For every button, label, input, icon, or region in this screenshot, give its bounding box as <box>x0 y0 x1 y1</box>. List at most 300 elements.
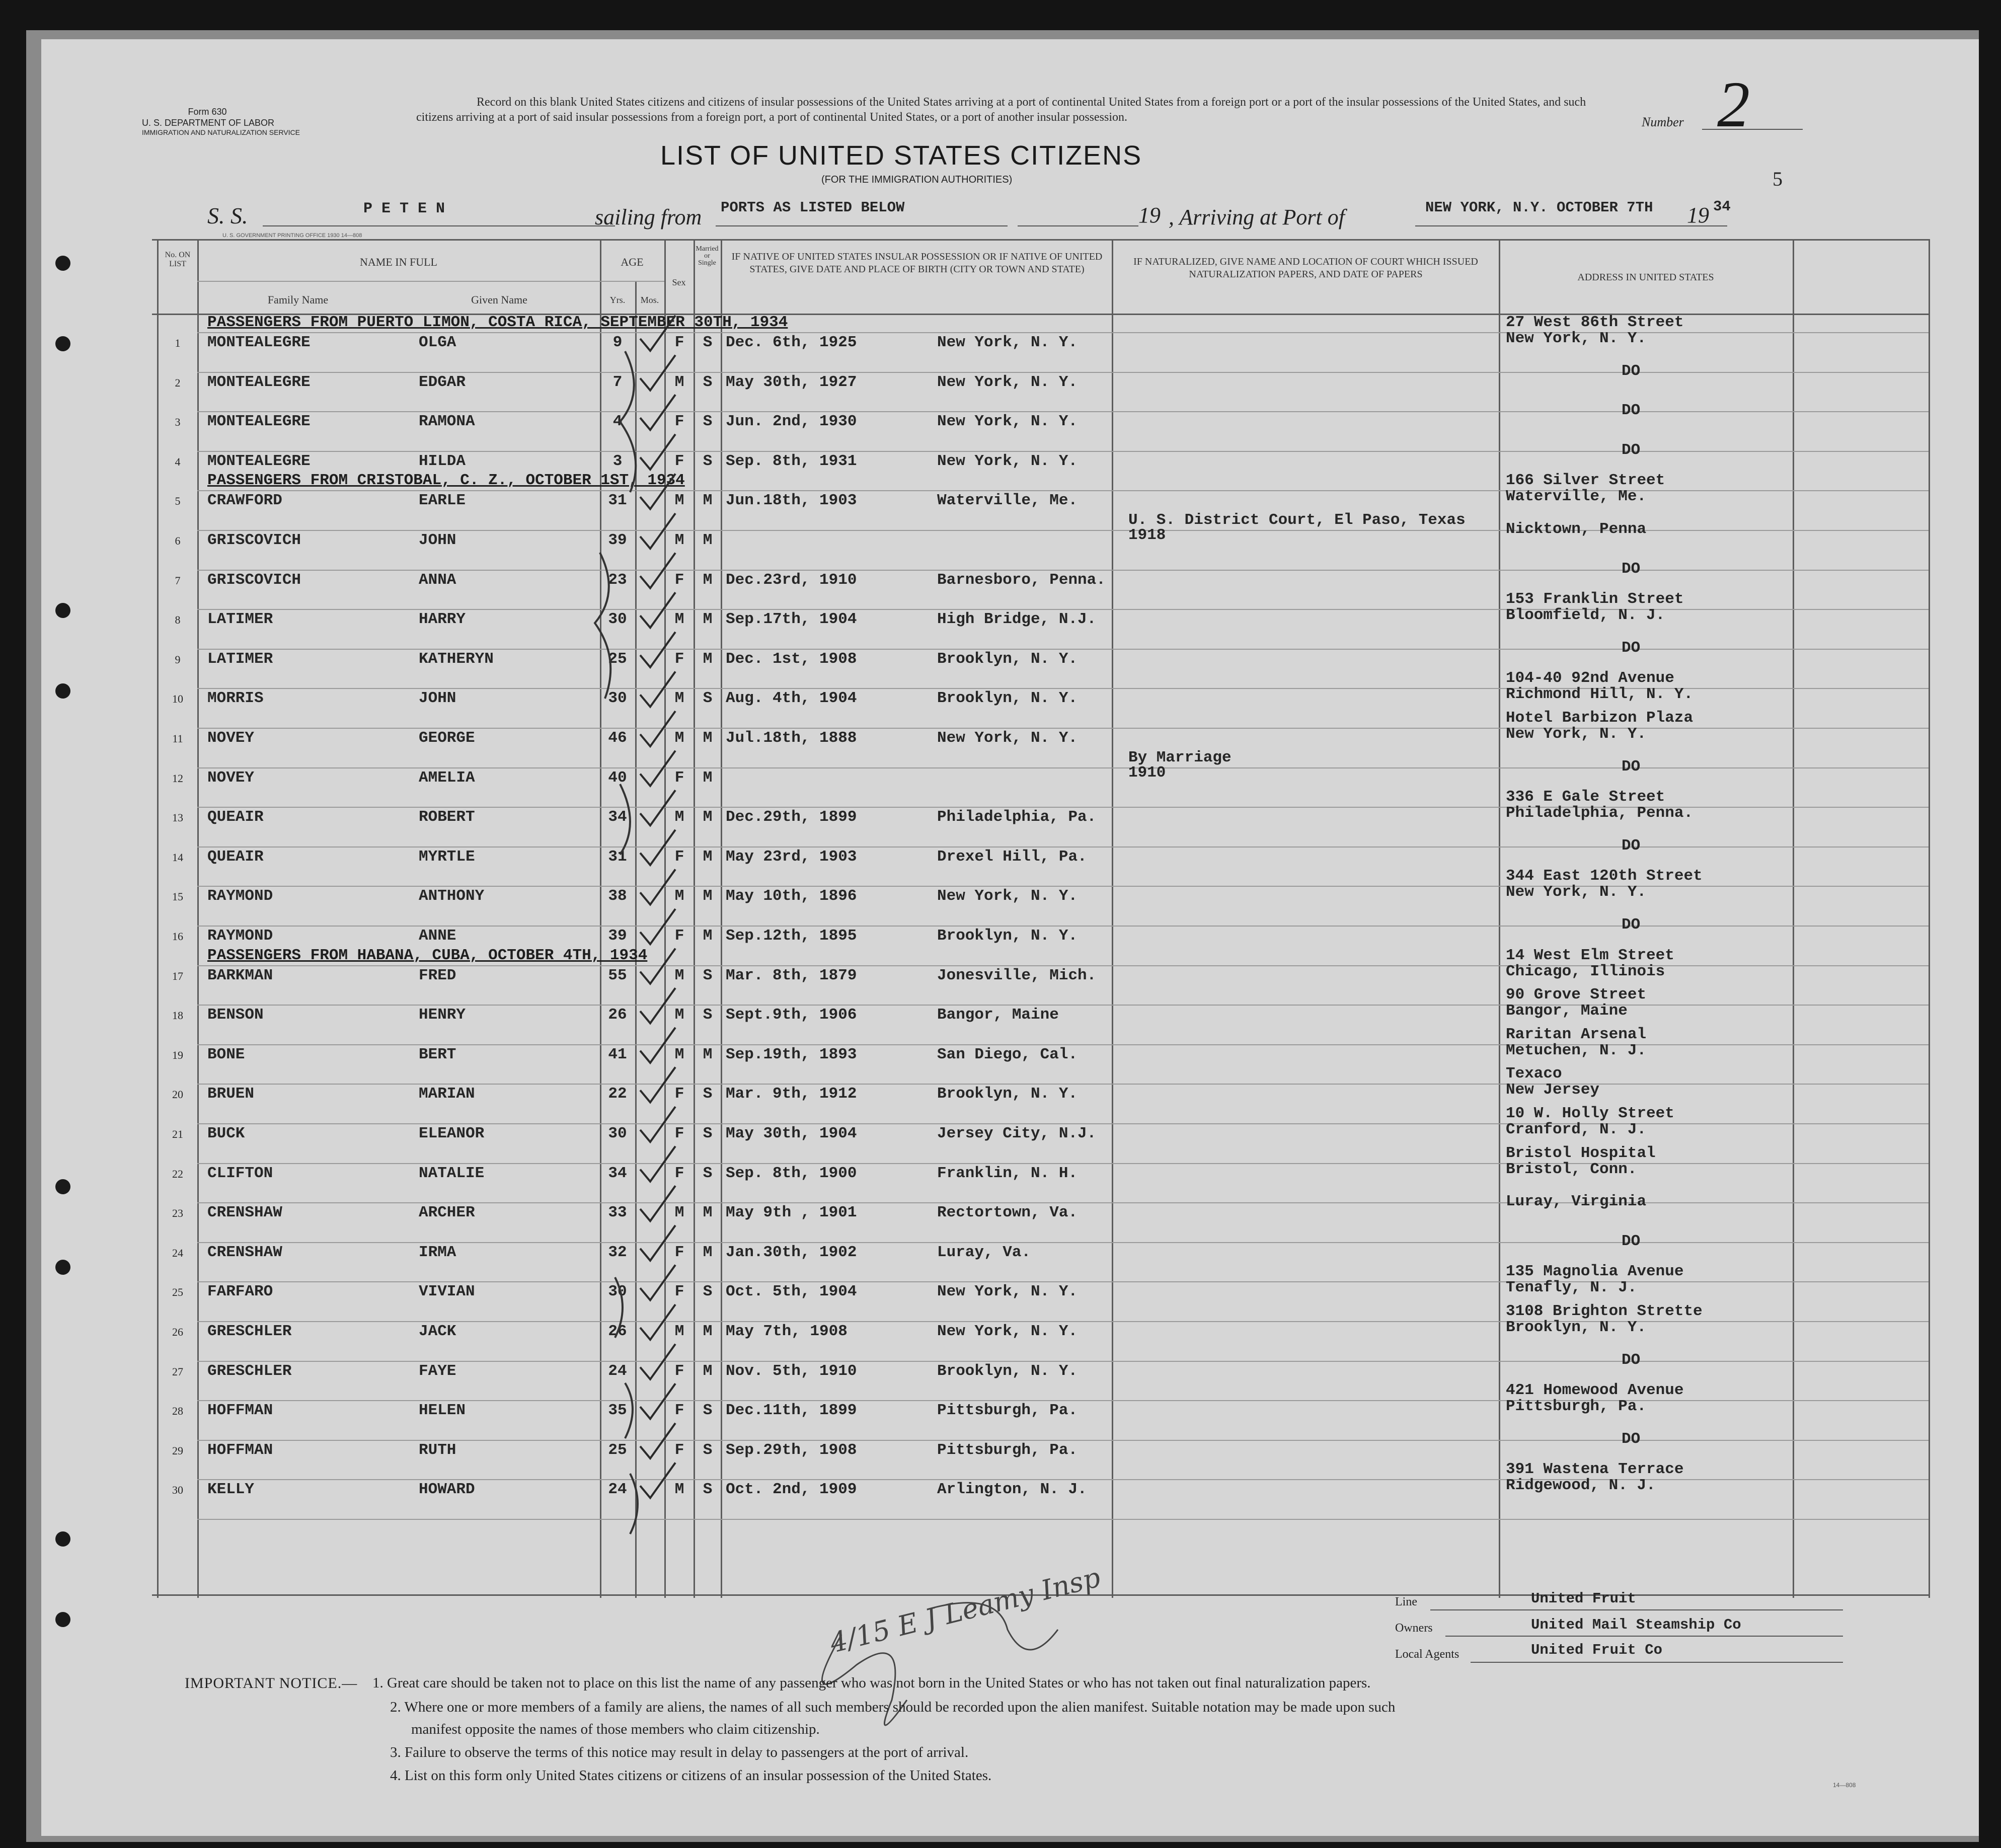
marital-status: M <box>703 808 713 826</box>
birth-place: New York, N. Y. <box>937 334 1078 351</box>
sex: F <box>674 650 684 668</box>
family-name: GRISCOVICH <box>207 571 301 589</box>
birth-place: Arlington, N. J. <box>937 1481 1087 1498</box>
given-name: ELEANOR <box>419 1125 485 1142</box>
birth-place: Brooklyn, N. Y. <box>937 1085 1078 1103</box>
number-value: 2 <box>1717 68 1750 141</box>
birth-date: Aug. 4th, 1904 <box>726 689 857 707</box>
age-years: 3 <box>612 452 623 470</box>
sailing-from: PORTS AS LISTED BELOW <box>721 199 905 216</box>
row-number: 7 <box>175 574 181 587</box>
age-years: 55 <box>608 967 627 984</box>
row-number: 13 <box>172 811 183 824</box>
address-line-2: DO <box>1622 837 1641 855</box>
notice-2: 2. Where one or more members of a family are aliens, the names of all such members should be recorded upon the alien manifest. Suitable notation may be made upon such <box>390 1699 1396 1715</box>
check-mark-icon <box>640 1028 675 1063</box>
marital-status: M <box>703 848 713 866</box>
given-name: ROBERT <box>419 808 475 826</box>
marital-status: S <box>703 413 713 430</box>
given-name: HOWARD <box>419 1481 475 1498</box>
row-number: 12 <box>172 772 183 785</box>
family-name: BARKMAN <box>207 967 273 984</box>
sex: F <box>674 1441 684 1459</box>
sex: F <box>674 1362 684 1380</box>
row-number: 11 <box>172 732 183 745</box>
birth-place: Pittsburgh, Pa. <box>937 1441 1078 1459</box>
family-name: GRISCOVICH <box>207 531 301 549</box>
check-mark-icon <box>640 988 675 1023</box>
row-number: 21 <box>172 1128 183 1140</box>
birth-date: Dec.11th, 1899 <box>726 1402 857 1419</box>
arrival-port: NEW YORK, N.Y. OCTOBER 7TH <box>1425 199 1653 216</box>
address-line-1: 104-40 92nd Avenue <box>1506 669 1674 687</box>
birth-place: New York, N. Y. <box>937 887 1078 905</box>
marital-status: M <box>703 729 713 747</box>
address-line-2: New York, N. Y. <box>1506 330 1647 347</box>
birth-date: May 7th, 1908 <box>726 1323 848 1340</box>
given-name: RAMONA <box>419 413 475 430</box>
family-bracket-icon <box>630 1474 638 1534</box>
service: IMMIGRATION AND NATURALIZATION SERVICE <box>142 128 300 136</box>
address-line-2: DO <box>1622 441 1641 459</box>
marital-status: S <box>703 1125 713 1142</box>
row-number: 10 <box>172 692 183 705</box>
sex: F <box>674 1402 684 1419</box>
sex: M <box>674 967 684 984</box>
given-name: FAYE <box>419 1362 456 1380</box>
address-line-1: 153 Franklin Street <box>1506 590 1684 608</box>
notice-title: IMPORTANT NOTICE.— <box>185 1675 358 1691</box>
given-name: HELEN <box>419 1402 466 1419</box>
check-mark-icon <box>640 711 675 746</box>
family-name: MONTEALEGRE <box>207 413 311 430</box>
marital-status: S <box>703 1481 713 1498</box>
address-line-2: Brooklyn, N. Y. <box>1506 1319 1647 1336</box>
row-number: 24 <box>172 1247 183 1259</box>
birth-place: Jonesville, Mich. <box>937 967 1097 984</box>
family-name: QUEAIR <box>207 848 264 866</box>
marital-status: S <box>703 1402 713 1419</box>
given-name: RUTH <box>419 1441 456 1459</box>
address-line-1: Raritan Arsenal <box>1506 1026 1647 1043</box>
sex: F <box>674 1244 684 1261</box>
birth-place: New York, N. Y. <box>937 373 1078 391</box>
address-line-2: DO <box>1622 362 1641 380</box>
notice-1: 1. Great care should be taken not to place on this list the name of any passenger who was not born in the United States or who has not taken out final naturalization papers. <box>372 1675 1371 1691</box>
age-years: 4 <box>612 413 623 430</box>
sex: M <box>674 373 684 391</box>
birth-date: Sep.17th, 1904 <box>726 610 857 628</box>
sex: M <box>674 531 684 549</box>
row-number: 26 <box>172 1326 183 1338</box>
marital-status: M <box>703 769 713 787</box>
header-mos: Mos. <box>640 295 659 305</box>
handwritten-marks <box>41 39 1979 1836</box>
address-line-2: DO <box>1622 758 1641 776</box>
marital-status: M <box>703 531 713 549</box>
given-name: OLGA <box>419 334 456 351</box>
given-name: ANNA <box>419 571 456 589</box>
year-suffix: 34 <box>1713 198 1731 215</box>
ship-name: P E T E N <box>363 200 445 217</box>
sex: M <box>674 1204 684 1221</box>
agents-value: United Fruit Co <box>1531 1642 1663 1658</box>
header-name: NAME IN FULL <box>360 256 437 268</box>
row-number: 16 <box>172 930 183 943</box>
family-name: NOVEY <box>207 729 255 747</box>
birth-date: May 30th, 1904 <box>726 1125 857 1142</box>
punch-hole <box>55 1531 70 1547</box>
birth-date: May 23rd, 1903 <box>726 848 857 866</box>
year-prefix-2: 19 <box>1687 203 1709 227</box>
given-name: JOHN <box>419 689 456 707</box>
marital-status: M <box>703 492 713 509</box>
family-bracket-icon <box>620 351 636 492</box>
check-mark-icon <box>640 949 675 984</box>
address-line-2: Cranford, N. J. <box>1506 1121 1647 1138</box>
owners-label: Owners <box>1395 1622 1433 1635</box>
birth-date: Dec. 1st, 1908 <box>726 650 857 668</box>
family-name: HOFFMAN <box>207 1402 273 1419</box>
given-name: VIVIAN <box>419 1283 475 1300</box>
sex: F <box>674 1125 684 1142</box>
check-mark-icon <box>640 395 675 430</box>
marital-status: M <box>703 1046 713 1063</box>
sex: F <box>674 848 684 866</box>
family-name: RAYMOND <box>207 927 273 945</box>
birth-place: Brooklyn, N. Y. <box>937 927 1078 945</box>
sex: F <box>674 927 684 945</box>
check-mark-icon <box>640 1067 675 1102</box>
age-years: 35 <box>608 1402 627 1419</box>
family-bracket-icon <box>625 1383 633 1438</box>
check-mark-icon <box>640 513 675 549</box>
address-line-2: Nicktown, Penna <box>1506 520 1647 538</box>
age-years: 34 <box>608 808 627 826</box>
row-number: 23 <box>172 1207 183 1219</box>
family-name: CRENSHAW <box>207 1244 282 1261</box>
address-line-2: Richmond Hill, N. Y. <box>1506 685 1694 703</box>
sex: M <box>674 610 684 628</box>
owners-underline <box>1445 1636 1843 1637</box>
address-line-1: 421 Homewood Avenue <box>1506 1381 1684 1399</box>
header-yrs: Yrs. <box>609 295 626 305</box>
given-name: BERT <box>419 1046 456 1063</box>
age-years: 26 <box>608 1006 627 1024</box>
family-bracket-icon <box>615 1277 623 1338</box>
address-line-2: Waterville, Me. <box>1506 488 1647 505</box>
birth-date: Sep.19th, 1893 <box>726 1046 857 1063</box>
notice-3: 3. Failure to observe the terms of this notice may result in delay to passengers at the port of arrival. <box>390 1744 969 1760</box>
birth-date: Mar. 9th, 1912 <box>726 1085 857 1103</box>
given-name: GEORGE <box>419 729 475 747</box>
marital-status: M <box>703 927 713 945</box>
birth-place: San Diego, Cal. <box>937 1046 1078 1063</box>
header-birth: IF NATIVE OF UNITED STATES INSULAR POSSESSION OR IF NATIVE OF UNITED STATES, GIVE DATE AND PLACE OF BIRTH (CITY OR TOWN AND STATE) <box>731 251 1103 275</box>
address-line-2: Pittsburgh, Pa. <box>1506 1398 1647 1415</box>
address-line-1: 135 Magnolia Avenue <box>1506 1263 1684 1280</box>
birth-place: Drexel Hill, Pa. <box>937 848 1087 866</box>
check-mark-icon <box>640 1146 675 1182</box>
address-line-2: DO <box>1622 639 1641 657</box>
year-prefix: 19 <box>1138 203 1161 227</box>
header-given: Given Name <box>471 293 527 306</box>
address-line-2: DO <box>1622 1351 1641 1369</box>
row-number: 28 <box>172 1405 183 1417</box>
line-label: Line <box>1395 1595 1417 1608</box>
birth-place: High Bridge, N.J. <box>937 610 1097 628</box>
address-line-2: DO <box>1622 1430 1641 1448</box>
age-years: 30 <box>608 1125 627 1142</box>
given-name: ANNE <box>419 927 456 945</box>
birth-date: Jul.18th, 1888 <box>726 729 857 747</box>
age-years: 25 <box>608 650 627 668</box>
notice-2b: manifest opposite the names of those members who claim citizenship. <box>411 1721 820 1737</box>
check-mark-icon <box>640 1344 675 1379</box>
check-mark-icon <box>640 1304 675 1340</box>
punch-hole <box>55 1260 70 1275</box>
birth-date: Jun.18th, 1903 <box>726 492 857 509</box>
sex: M <box>674 887 684 905</box>
row-number: 22 <box>172 1168 183 1180</box>
section-heading: PASSENGERS FROM CRISTOBAL, C. Z., OCTOBER 1ST, 1934 <box>207 472 685 489</box>
birth-date: Sep. 8th, 1900 <box>726 1165 857 1182</box>
row-number: 20 <box>172 1088 183 1101</box>
age-years: 46 <box>608 729 627 747</box>
marital-status: S <box>703 967 713 984</box>
row-number: 18 <box>172 1009 183 1022</box>
given-name: NATALIE <box>419 1165 485 1182</box>
marital-status: M <box>703 650 713 668</box>
given-name: HILDA <box>419 452 466 470</box>
sex: M <box>674 689 684 707</box>
check-mark-icon <box>640 751 675 786</box>
birth-date: Dec.23rd, 1910 <box>726 571 857 589</box>
given-name: FRED <box>419 967 456 984</box>
given-name: JACK <box>419 1323 456 1340</box>
address-line-2: DO <box>1622 916 1641 934</box>
naturalization-date: 1918 <box>1128 526 1166 544</box>
family-name: MONTEALEGRE <box>207 334 311 351</box>
check-mark-icon <box>640 909 675 944</box>
marital-status: S <box>703 1283 713 1300</box>
birth-place: Rectortown, Va. <box>937 1204 1078 1221</box>
punch-hole <box>55 256 70 271</box>
family-name: QUEAIR <box>207 808 264 826</box>
row-number: 1 <box>175 337 181 349</box>
marital-status: M <box>703 610 713 628</box>
family-name: CLIFTON <box>207 1165 273 1182</box>
family-name: HOFFMAN <box>207 1441 273 1459</box>
birth-date: Oct. 2nd, 1909 <box>726 1481 857 1498</box>
marital-status: M <box>703 1362 713 1380</box>
check-mark-icon <box>640 355 675 391</box>
age-years: 7 <box>612 373 623 391</box>
family-name: MORRIS <box>207 689 264 707</box>
sex: F <box>674 1283 684 1300</box>
arriving-label: , Arriving at Port of <box>1169 205 1345 229</box>
birth-place: Pittsburgh, Pa. <box>937 1402 1078 1419</box>
age-years: 9 <box>612 334 623 351</box>
check-mark-icon <box>640 1423 675 1458</box>
given-name: EDGAR <box>419 373 466 391</box>
header-family: Family Name <box>267 293 329 306</box>
age-years: 24 <box>608 1481 627 1498</box>
birth-place: New York, N. Y. <box>937 1283 1078 1300</box>
punch-hole <box>55 603 70 618</box>
marital-status: S <box>703 1006 713 1024</box>
family-name: KELLY <box>207 1481 255 1498</box>
row-number: 9 <box>175 653 181 666</box>
row-number: 25 <box>172 1286 183 1298</box>
birth-date: Dec. 6th, 1925 <box>726 334 857 351</box>
marital-status: M <box>703 1323 713 1340</box>
row-number: 17 <box>172 970 183 982</box>
age-years: 30 <box>608 1283 627 1300</box>
address-line-2: DO <box>1622 1233 1641 1250</box>
birth-date: May 30th, 1927 <box>726 373 857 391</box>
family-name: GRESCHLER <box>207 1362 292 1380</box>
birth-date: May 9th , 1901 <box>726 1204 857 1221</box>
instruction-text: Record on this blank United States citizens and citizens of insular possessions of the United States arriving at a port of continental United States from a foreign port or a port of the insular possessions of the United States, and such citizens arriving at a port of said insular possessions from a foreign port, a port of continental United States, or a port of another insular possession. <box>416 96 1586 124</box>
sex: M <box>674 1006 684 1024</box>
birth-place: Brooklyn, N. Y. <box>937 689 1078 707</box>
owners-value: United Mail Steamship Co <box>1531 1616 1741 1633</box>
number-label: Number <box>1642 115 1684 129</box>
sex: F <box>674 769 684 787</box>
agents-underline <box>1471 1662 1843 1663</box>
address-line-2: Luray, Virginia <box>1506 1193 1647 1210</box>
marital-status: M <box>703 887 713 905</box>
address-line-1: 10 W. Holly Street <box>1506 1105 1674 1122</box>
punch-hole <box>55 1179 70 1194</box>
check-mark-icon <box>640 316 675 351</box>
punch-hole <box>55 1612 70 1627</box>
family-name: GRESCHLER <box>207 1323 292 1340</box>
birth-date: Sep.29th, 1908 <box>726 1441 857 1459</box>
address-line-2: Metuchen, N. J. <box>1506 1042 1647 1059</box>
inspector-signature: 4/15 E J Leamy Insp <box>826 1561 1104 1659</box>
age-years: 22 <box>608 1085 627 1103</box>
address-line-1: 3108 Brighton Strette <box>1506 1302 1703 1320</box>
family-name: BONE <box>207 1046 245 1063</box>
birth-place: Philadelphia, Pa. <box>937 808 1097 826</box>
address-line-2: New York, N. Y. <box>1506 725 1647 743</box>
address-line-2: Ridgewood, N. J. <box>1506 1477 1656 1494</box>
form-number: Form 630 <box>188 107 227 117</box>
department: U. S. DEPARTMENT OF LABOR <box>142 118 275 128</box>
address-line-1: Hotel Barbizon Plaza <box>1506 709 1694 727</box>
given-name: MYRTLE <box>419 848 475 866</box>
family-bracket-icon <box>620 784 630 855</box>
address-line-1: 391 Wastena Terrace <box>1506 1460 1684 1478</box>
address-line-2: Bristol, Conn. <box>1506 1161 1637 1178</box>
punch-hole <box>55 683 70 699</box>
check-mark-icon <box>640 1225 675 1261</box>
family-bracket-icon <box>595 553 610 699</box>
row-number: 2 <box>175 376 181 389</box>
age-years: 33 <box>608 1204 627 1221</box>
given-name: ANTHONY <box>419 887 485 905</box>
check-mark-icon <box>640 434 675 470</box>
header-marital: Married or Single <box>696 245 719 267</box>
naturalization-court: U. S. District Court, El Paso, Texas <box>1128 511 1466 529</box>
address-line-1: 166 Silver Street <box>1506 472 1665 489</box>
row-number: 19 <box>172 1049 183 1061</box>
marital-status: S <box>703 452 713 470</box>
check-mark-icon <box>640 869 675 904</box>
marital-status: S <box>703 1165 713 1182</box>
print-note: U. S. GOVERNMENT PRINTING OFFICE 1930 14—808 <box>222 233 362 239</box>
address-line-1: Texaco <box>1506 1065 1562 1083</box>
manifest-sheet <box>41 39 1979 1836</box>
marital-status: S <box>703 689 713 707</box>
age-years: 41 <box>608 1046 627 1063</box>
given-name: KATHERYN <box>419 650 494 668</box>
family-name: MONTEALEGRE <box>207 373 311 391</box>
marital-status: S <box>703 1441 713 1459</box>
row-number: 14 <box>172 851 183 864</box>
age-years: 24 <box>608 1362 627 1380</box>
family-name: LATIMER <box>207 650 273 668</box>
given-name: MARIAN <box>419 1085 475 1103</box>
ss-label: S. S. <box>207 203 248 228</box>
address-line-1: Bristol Hospital <box>1506 1144 1656 1162</box>
section-heading: PASSENGERS FROM HABANA, CUBA, OCTOBER 4TH, 1934 <box>207 947 648 964</box>
birth-date: Nov. 5th, 1910 <box>726 1362 857 1380</box>
birth-date: Sept.9th, 1906 <box>726 1006 857 1024</box>
given-name: IRMA <box>419 1244 456 1261</box>
address-line-2: Bangor, Maine <box>1506 1002 1628 1020</box>
sex: M <box>674 1481 684 1498</box>
birth-place: Franklin, N. H. <box>937 1165 1078 1182</box>
corner-code: 14—808 <box>1833 1782 1856 1789</box>
check-mark-icon <box>640 1265 675 1300</box>
age-years: 31 <box>608 848 627 866</box>
address-line-1: 27 West 86th Street <box>1506 314 1684 331</box>
birth-place: Barnesboro, Penna. <box>937 571 1106 589</box>
age-years: 39 <box>608 927 627 945</box>
check-mark-icon <box>640 632 675 667</box>
family-name: CRENSHAW <box>207 1204 282 1221</box>
page-title: LIST OF UNITED STATES CITIZENS <box>660 140 1142 171</box>
address-line-2: Tenafly, N. J. <box>1506 1279 1637 1296</box>
family-name: FARFARO <box>207 1283 273 1300</box>
marital-status: S <box>703 334 713 351</box>
header-address: ADDRESS IN UNITED STATES <box>1577 272 1714 283</box>
address-line-2: Chicago, Illinois <box>1506 963 1665 980</box>
header-age: AGE <box>621 256 644 268</box>
age-years: 30 <box>608 689 627 707</box>
birth-place: Brooklyn, N. Y. <box>937 1362 1078 1380</box>
check-mark-icon <box>640 592 675 628</box>
punch-hole <box>55 336 70 351</box>
given-name: JOHN <box>419 531 456 549</box>
age-years: 34 <box>608 1165 627 1182</box>
address-line-2: Philadelphia, Penna. <box>1506 804 1694 822</box>
sex: M <box>674 492 684 509</box>
naturalization-date: 1910 <box>1128 764 1166 782</box>
birth-place: Bangor, Maine <box>937 1006 1059 1024</box>
page-subtitle: (FOR THE IMMIGRATION AUTHORITIES) <box>821 174 1013 185</box>
sex: M <box>674 1046 684 1063</box>
line-underline <box>1430 1609 1843 1610</box>
sex: F <box>674 334 684 351</box>
address-line-2: New Jersey <box>1506 1081 1600 1099</box>
given-name: HENRY <box>419 1006 466 1024</box>
birth-place: Waterville, Me. <box>937 492 1078 509</box>
birth-date: Dec.29th, 1899 <box>726 808 857 826</box>
